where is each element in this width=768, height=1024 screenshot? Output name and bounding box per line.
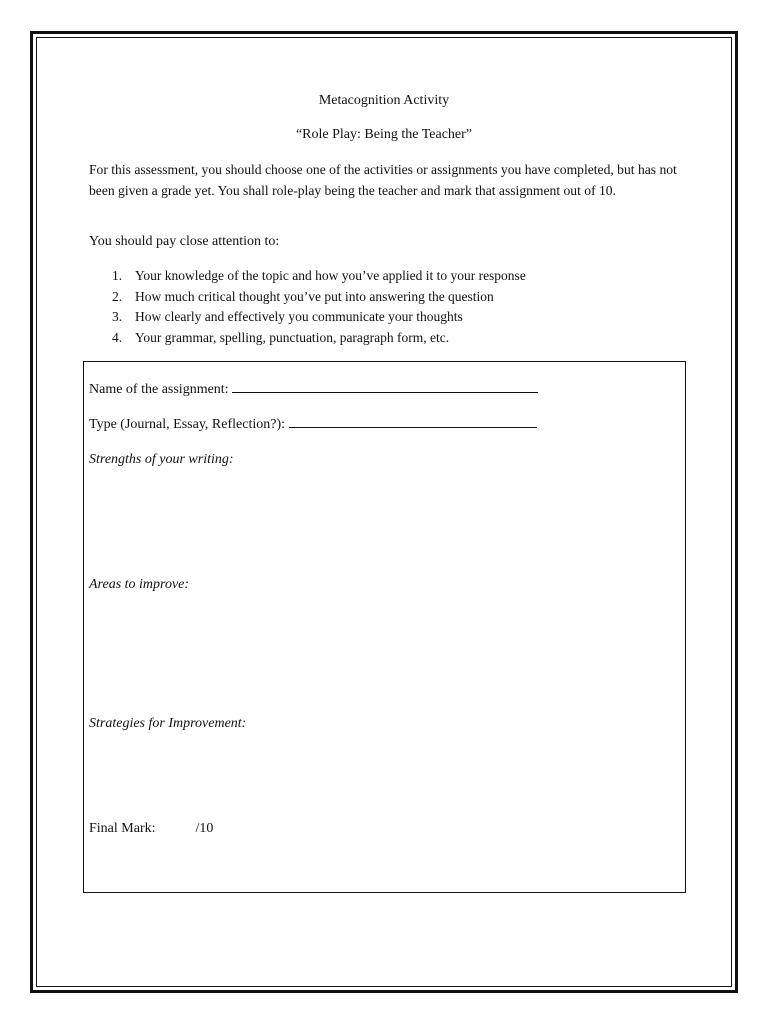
assessment-form-box xyxy=(83,361,686,893)
final-mark-out-of: /10 xyxy=(195,821,214,836)
assignment-name-label: Name of the assignment: xyxy=(89,382,233,397)
assignment-name-field xyxy=(89,380,538,398)
criteria-item xyxy=(112,287,526,308)
attention-label: You should pay close attention to: xyxy=(89,234,280,249)
criteria-item xyxy=(112,307,526,328)
assignment-name-blank[interactable] xyxy=(232,380,538,393)
criteria-number: 4. xyxy=(112,329,123,345)
assignment-type-label: Type (Journal, Essay, Reflection?): xyxy=(89,417,289,432)
final-mark-label: Final Mark: xyxy=(89,821,156,836)
criteria-text: Your knowledge of the topic and how you’ve applied it to your response xyxy=(135,268,526,283)
criteria-text: How much critical thought you’ve put into answering the question xyxy=(135,288,494,304)
criteria-text: Your grammar, spelling, punctuation, paragraph form, etc. xyxy=(135,329,450,345)
intro-paragraph: For this assessment, you should choose one of the activities or assignments you have completed, but has not been given a grade yet. You shall role-play being the teacher and mark that assignment out of 10. xyxy=(89,162,677,198)
criteria-number: 2. xyxy=(112,288,123,304)
final-mark-field xyxy=(89,821,213,837)
criteria-list xyxy=(112,266,526,348)
assignment-type-blank[interactable] xyxy=(289,415,537,428)
areas-to-improve-heading: Areas to improve: xyxy=(89,577,190,592)
criteria-item xyxy=(112,328,526,349)
criteria-item xyxy=(112,266,526,287)
document-title: Metacognition Activity xyxy=(318,93,450,108)
criteria-number: 1. xyxy=(112,268,123,283)
criteria-text: How clearly and effectively you communicate your thoughts xyxy=(135,309,463,324)
document-subtitle: “Role Play: Being the Teacher” xyxy=(295,127,473,142)
strategies-heading: Strategies for Improvement: xyxy=(89,716,247,731)
strengths-heading: Strengths of your writing: xyxy=(89,452,234,467)
criteria-number: 3. xyxy=(112,309,123,324)
assignment-type-field xyxy=(89,415,537,433)
